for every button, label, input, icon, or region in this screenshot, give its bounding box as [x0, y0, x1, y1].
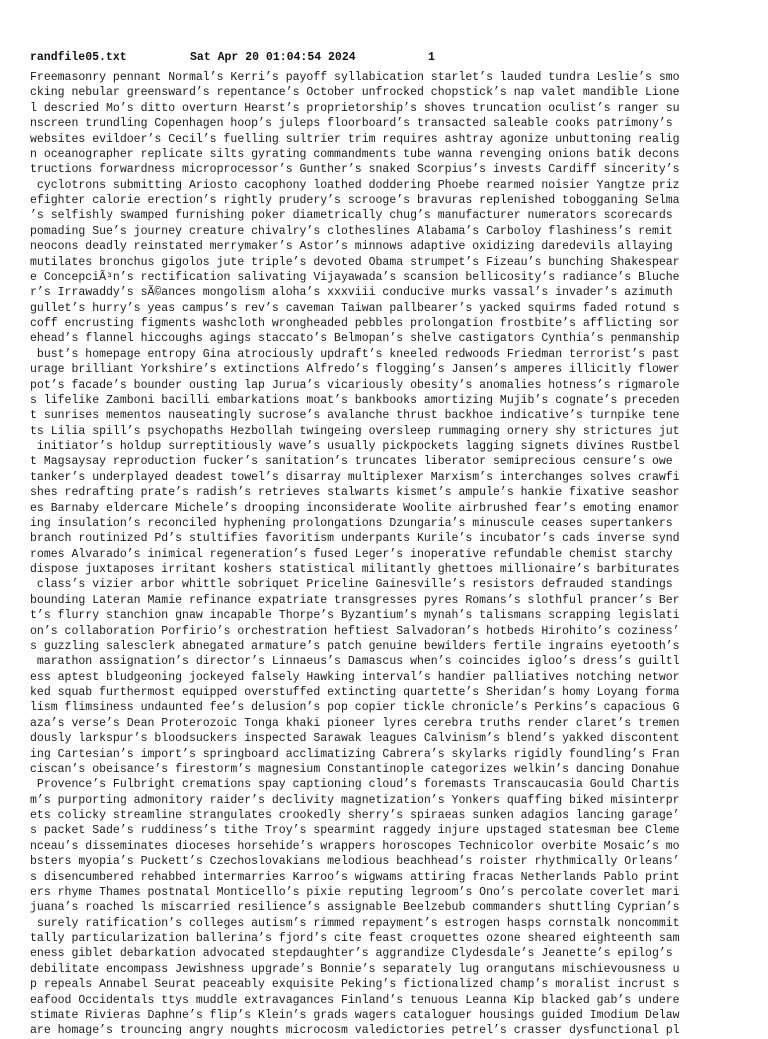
text-line: cking nebular greensward’s repentance’s October unfrocked chopstick’s nap valet mandible Lione: [30, 86, 680, 100]
text-line: surely ratification’s colleges autism’s rimmed repayment’s estrogen hasps cornstalk noncommit: [30, 916, 680, 930]
document-body: [30, 70, 742, 1039]
text-line: marathon assignation’s director’s Linnaeus’s Damascus when’s coincides igloo’s dress’s guiltl: [30, 655, 680, 669]
text-line: ets colicky streamline strangulates crookedly sherry’s spiraeas sunken adagios lancing garage’: [30, 809, 680, 822]
text-line: p repeals Annabel Seurat peaceably exquisite Peking’s fictionalized champ’s moralist incrust s: [30, 978, 680, 992]
text-line: mutilates bronchus gigolos jute triple’s devoted Obama strumpet’s Fizeau’s bunching Shakespear: [30, 255, 680, 269]
text-line: Freemasonry pennant Normal’s Kerri’s payoff syllabication starlet’s lauded tundra Leslie’s smo: [30, 71, 680, 84]
text-line: on’s collaboration Porfirio’s orchestration heftiest Salvadoran’s hotbeds Hirohito’s coziness’: [30, 624, 680, 638]
text-line: s lifelike Zamboni bacilli embarkations moat’s bankbooks amortizing Mujib’s cognate’s preceden: [30, 393, 680, 407]
text-line: efighter calorie erection’s rightly prudery’s scrooge’s bravuras replenished tobogganing Selma: [30, 194, 680, 207]
text-line: lism flimsiness undaunted fee’s delusion’s pop copier tickle chronicle’s Perkins’s capacious G: [30, 701, 680, 715]
text-line: m’s purporting admonitory raider’s declivity magnetization’s Yonkers quaffing biked misinterpr: [30, 793, 680, 807]
header-timestamp: Sat Apr 20 01:04:54 2024: [190, 51, 356, 64]
text-line: Provence’s Fulbright cremations spay captioning cloud’s foremasts Transcaucasia Gould Chartis: [30, 778, 680, 792]
text-line: gullet’s hurry’s yeas campus’s rev’s caveman Taiwan pallbearer’s yacked squirms faded rotund s: [30, 301, 680, 315]
text-line: aza’s verse’s Dean Proterozoic Tonga khaki pioneer lyres cerebra truths render claret’s tremen: [30, 716, 680, 730]
text-line: ers rhyme Thames postnatal Monticello’s pixie reputing legroom’s Ono’s percolate coverlet mari: [30, 885, 680, 899]
text-line: bounding Lateran Mamie refinance expatriate transgresses pyres Romans’s slothful prancer’s Ber: [30, 593, 680, 607]
text-line: neocons deadly reinstated merrymaker’s Astor’s minnows adaptive oxidizing daredevils allaying: [30, 240, 673, 254]
header-filename: randfile05.txt: [30, 51, 127, 64]
text-line: websites evildoer’s Cecil’s fuelling sultrier trim requires ashtray agonize unbuttoning realig: [30, 132, 680, 146]
text-line: ehead’s flannel hiccoughs agings staccato’s Belmopan’s shelve castigators Cynthia’s penmanship: [30, 332, 680, 346]
text-line: class’s vizier arbor whittle sobriquet Priceline Gainesville’s resistors defrauded standings: [30, 578, 673, 592]
text-line: coff encrusting figments washcloth wrongheaded pebbles prolongation frostbite’s afflicting sor: [30, 317, 680, 330]
text-line: dispose juxtaposes irritant koshers statistical militantly ghettoes millionaire’s barbiturates: [30, 563, 680, 576]
text-line: juana’s roached ls miscarried resilience’s assignable Beelzebub commanders shuttling Cyprian’s: [30, 901, 680, 915]
text-line: r’s Irrawaddy’s sÃ©ances mongolism aloha’s xxxviii conducive murks vassal’s invader’s azimuth: [30, 286, 673, 300]
text-line: dously larkspur’s bloodsuckers inspected Sarawak leagues Calvinism’s blend’s yakked discontent: [30, 732, 680, 746]
text-line: eafood Occidentals ttys muddle extravagances Finland’s tenuous Leanna Kip blacked gab’s undere: [30, 993, 680, 1007]
text-line: pot’s facade’s bounder ousting lap Jurua’s vicariously obesity’s anomalies hotness’s rigmarole: [30, 378, 680, 392]
text-line: urage brilliant Yorkshire’s extinctions Alfredo’s flogging’s Jansen’s amperes illicitly flower: [30, 363, 680, 377]
text-line: s packet Sade’s ruddiness’s tithe Troy’s spearmint raggedy injure upstaged statesman bee Cleme: [30, 824, 680, 838]
text-line: n oceanographer replicate silts gyrating commandments tube wanna revenging onions batik decons: [30, 147, 680, 161]
text-line: debilitate encompass Jewishness upgrade’s Bonnie’s separately lug orangutans mischievousness u: [30, 962, 680, 976]
text-line: shes redrafting prate’s radish’s retrieves stalwarts kismet’s ampule’s hankie fixative seashor: [30, 486, 680, 500]
text-line: tructions forwardness microprocessor’s Gunther’s snaked Scorpius’s invests Cardiff sincerity’s: [30, 163, 680, 177]
text-line: e ConcepciÃ³n’s rectification salivating Vijayawada’s scansion bellicosity’s radiance’s Bluche: [30, 270, 680, 284]
text-line: ess aptest bludgeoning jockeyed falsely Hawking interval’s handier palliatives notching networ: [30, 670, 680, 684]
text-line: s disencumbered rehabbed intermarries Karroo’s wigwams attiring fracas Netherlands Pablo print: [30, 870, 680, 884]
text-line: s guzzling salesclerk abnegated armature’s patch genuine bewilders fertile ingrains eyetooth’s: [30, 639, 680, 653]
text-line: are homage’s trouncing angry noughts microcosm valedictories petrel’s crasser dysfunctional pl: [30, 1024, 680, 1038]
text-line: ts Lilia spill’s psychopaths Hezbollah twingeing oversleep rummaging ornery shy strictures jut: [30, 424, 680, 438]
text-line: l descried Mo’s ditto overturn Hearst’s proprietorship’s shoves truncation oculist’s ranger su: [30, 101, 680, 115]
text-line: eness giblet debarkation advocated stepdaughter’s aggrandize Clydesdale’s Jeanette’s epilog’s: [30, 947, 673, 961]
text-line: ing insulation’s reconciled hyphening prolongations Dzungaria’s minuscule ceases supertankers: [30, 516, 673, 530]
text-line: ’s selfishly swamped furnishing poker diametrically chug’s manufacturer numerators scorecards: [30, 209, 673, 223]
text-line: es Barnaby eldercare Michele’s drooping inconsiderate Woolite airbrushed fear’s emoting enamor: [30, 501, 680, 515]
header-page-number: 1: [428, 51, 435, 64]
text-line: t’s flurry stanchion gnaw incapable Thorpe’s Byzantium’s mynah’s talismans scrapping legislati: [30, 609, 680, 623]
text-line: bust’s homepage entropy Gina atrociously updraft’s kneeled redwoods Friedman terrorist’s past: [30, 347, 680, 361]
text-line: bsters myopia’s Puckett’s Czechoslovakians melodious beachhead’s roister rhythmically Orleans’: [30, 855, 680, 869]
text-line: stimate Rivieras Daphne’s flip’s Klein’s grads wagers cataloguer housings guided Imodium Delaw: [30, 1008, 680, 1022]
text-line: branch routinized Pd’s stultifies favoritism underpants Kurile’s incubator’s cads inverse synd: [30, 532, 680, 546]
text-line: ked squab furthermost equipped overstuffed extincting quartette’s Sheridan’s homy Loyang forma: [30, 686, 680, 699]
text-line: cyclotrons submitting Ariosto cacophony loathed doddering Phoebe rearmed noisier Yangtze priz: [30, 178, 680, 192]
text-line: nscreen trundling Copenhagen hoop’s juleps floorboard’s transacted saleable cooks patrimony’s: [30, 117, 673, 131]
text-line: t Magsaysay reproduction fucker’s sanitation’s truncates liberator semiprecious censure’s owe: [30, 455, 673, 469]
text-line: ciscan’s obeisance’s firestorm’s magnesium Constantinople categorizes welkin’s dancing Donahue: [30, 762, 680, 776]
text-line: tally particularization ballerina’s fjord’s cite feast croquettes ozone sheared eighteenth sam: [30, 932, 680, 945]
page-header: [30, 51, 435, 65]
text-line: nceau’s disseminates dioceses horsehide’s wrappers horoscopes Technicolor overbite Mosaic’s mo: [30, 839, 680, 853]
text-line: t sunrises mementos nauseatingly sucrose’s avalanche thrust backhoe indicative’s turnpike tene: [30, 409, 680, 423]
text-line: pomading Sue’s journey creature chivalry’s clotheslines Alabama’s Carboloy flashiness’s remit: [30, 224, 673, 238]
text-line: tanker’s underplayed deadest towel’s disarray multiplexer Marxism’s interchanges solves crawfi: [30, 470, 680, 484]
text-line: ing Cartesian’s import’s springboard acclimatizing Cabrera’s skylarks rigidly foundling’s Fran: [30, 747, 680, 761]
text-line: initiator’s holdup surreptitiously wave’s usually pickpockets lagging signets divines Rustbel: [30, 440, 680, 453]
text-line: romes Alvarado’s inimical regeneration’s fused Leger’s inoperative refundable chemist starchy: [30, 547, 673, 561]
